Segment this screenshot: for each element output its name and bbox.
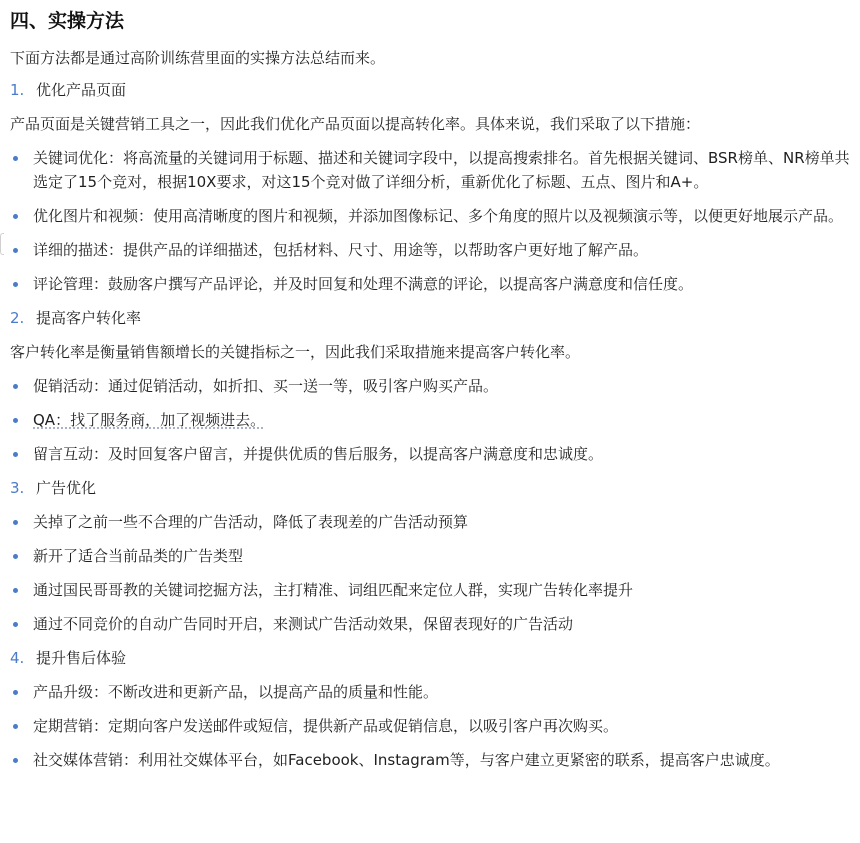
list-item-text: 关键词优化：将高流量的关键词用于标题、描述和关键词字段中，以提高搜索排名。首先根据关键词、BSR榜单、NR榜单共选定了15个竞对，根据10X要求，对这15个竞对做了详细分析，重新优化了标题、五点、图片和A+。 <box>33 149 850 191</box>
section-title-text: 优化产品页面 <box>36 81 127 99</box>
list-item-text: 新开了适合当前品类的广告类型 <box>33 547 244 565</box>
side-tab-marker[interactable] <box>0 233 4 255</box>
section-2-list <box>10 374 850 466</box>
section-number: 1. <box>10 81 25 99</box>
list-item-text: 促销活动：通过促销活动，如折扣、买一送一等，吸引客户购买产品。 <box>33 377 499 395</box>
list-item <box>10 408 850 432</box>
list-item-text: 优化图片和视频：使用高清晰度的图片和视频，并添加图像标记、多个角度的照片以及视频演示等，以便更好地展示产品。 <box>33 207 844 225</box>
list-item-text: 通过国民哥哥教的关键词挖掘方法，主打精准、词组匹配来定位人群，实现广告转化率提升 <box>33 581 634 599</box>
intro-text: 下面方法都是通过高阶训练营里面的实操方法总结而来。 <box>10 49 386 67</box>
bullet-icon <box>13 282 18 287</box>
section-1-list <box>10 146 850 296</box>
bullet-icon <box>13 690 18 695</box>
list-item <box>10 748 850 772</box>
bullet-icon <box>13 248 18 253</box>
list-item <box>10 544 850 568</box>
section-1-desc: 产品页面是关键营销工具之一，因此我们优化产品页面以提高转化率。具体来说，我们采取了以下措施： <box>10 115 701 133</box>
list-item <box>10 238 850 262</box>
bullet-icon <box>13 758 18 763</box>
list-item-text: 评论管理：鼓励客户撰写产品评论，并及时回复和处理不满意的评论，以提高客户满意度和信任度。 <box>33 275 694 293</box>
list-item-text: 详细的描述：提供产品的详细描述，包括材料、尺寸、用途等，以帮助客户更好地了解产品。 <box>33 241 649 259</box>
list-item <box>10 204 850 228</box>
list-item-text: 社交媒体营销：利用社交媒体平台，如Facebook、Instagram等，与客户建立更紧密的联系，提高客户忠诚度。 <box>33 751 780 769</box>
section-2-desc: 客户转化率是衡量销售额增长的关键指标之一，因此我们采取措施来提高客户转化率。 <box>10 343 581 361</box>
section-2-title <box>10 306 850 330</box>
bullet-icon <box>13 418 18 423</box>
list-item <box>10 612 850 636</box>
bullet-icon <box>13 554 18 559</box>
bullet-icon <box>13 622 18 627</box>
section-3-title <box>10 476 850 500</box>
list-item <box>10 272 850 296</box>
section-title-text: 提升售后体验 <box>36 649 127 667</box>
list-item-text: 通过不同竞价的自动广告同时开启，来测试广告活动效果，保留表现好的广告活动 <box>33 615 574 633</box>
section-heading: 四、实操方法 <box>10 10 125 32</box>
list-item <box>10 146 850 194</box>
bullet-icon <box>13 156 18 161</box>
list-item-text: 关掉了之前一些不合理的广告活动，降低了表现差的广告活动预算 <box>33 513 469 531</box>
section-number: 4. <box>10 649 25 667</box>
list-item <box>10 442 850 466</box>
list-item-text: QA：找了服务商，加了视频进去。 <box>33 411 266 429</box>
bullet-icon <box>13 520 18 525</box>
section-number: 2. <box>10 309 25 327</box>
list-item <box>10 578 850 602</box>
section-4-title <box>10 646 850 670</box>
section-3-list <box>10 510 850 636</box>
section-title-text: 广告优化 <box>36 479 97 497</box>
list-item-text: 留言互动：及时回复客户留言，并提供优质的售后服务，以提高客户满意度和忠诚度。 <box>33 445 604 463</box>
list-item <box>10 374 850 398</box>
bullet-icon <box>13 452 18 457</box>
bullet-icon <box>13 588 18 593</box>
list-item-text: 产品升级：不断改进和更新产品，以提高产品的质量和性能。 <box>33 683 439 701</box>
section-4-list <box>10 680 850 772</box>
list-item-text: 定期营销：定期向客户发送邮件或短信，提供新产品或促销信息，以吸引客户再次购买。 <box>33 717 619 735</box>
list-item <box>10 680 850 704</box>
section-number: 3. <box>10 479 25 497</box>
list-item <box>10 510 850 534</box>
bullet-icon <box>13 384 18 389</box>
section-1-title <box>10 78 850 102</box>
section-title-text: 提高客户转化率 <box>36 309 142 327</box>
bullet-icon <box>13 214 18 219</box>
bullet-icon <box>13 724 18 729</box>
list-item <box>10 714 850 738</box>
